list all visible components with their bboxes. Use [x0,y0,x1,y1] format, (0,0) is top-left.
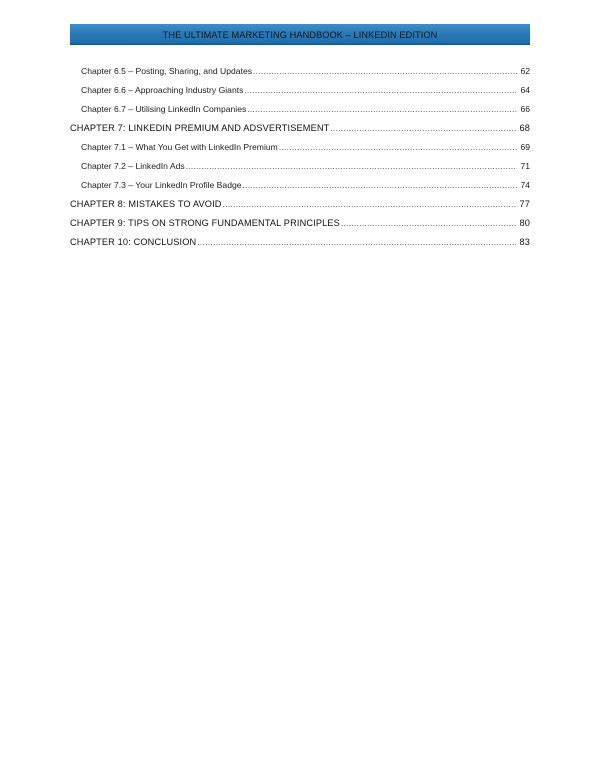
toc-page-number: 68 [519,123,530,133]
toc-page-number: 83 [519,237,530,247]
toc-page-number: 80 [519,218,530,228]
toc-entry-chapter-7-3[interactable] [70,180,530,199]
toc-page-number: 69 [520,142,530,152]
toc-dot-leader [197,238,517,247]
toc-dot-leader [330,124,517,133]
toc-dot-leader [253,67,517,76]
toc-entry-label: Chapter 6.5 – Posting, Sharing, and Updates [81,66,253,76]
page-header-banner [70,24,530,45]
toc-entry-chapter-6-6[interactable] [70,85,530,104]
toc-entry-label: CHAPTER 8: MISTAKES TO AVOID [70,199,222,209]
toc-dot-leader [186,162,517,171]
toc-page-number: 74 [520,180,530,190]
toc-page-number: 64 [520,85,530,95]
document-title: THE ULTIMATE MARKETING HANDBOOK – LINKEDIN EDITION [162,29,438,40]
toc-dot-leader [243,181,517,190]
toc-page-number: 71 [520,161,530,171]
toc-entry-label: Chapter 7.1 – What You Get with LinkedIn Premium [81,142,278,152]
toc-page-number: 62 [520,66,530,76]
toc-entry-label: Chapter 7.3 – Your LinkedIn Profile Badge [81,180,242,190]
toc-entry-label: Chapter 6.6 – Approaching Industry Giants [81,85,244,95]
toc-entry-label: Chapter 7.2 – LinkedIn Ads [81,161,185,171]
toc-entry-chapter-8[interactable] [70,199,530,218]
toc-entry-chapter-6-7[interactable] [70,104,530,123]
toc-entry-chapter-7-2[interactable] [70,161,530,180]
table-of-contents [70,66,530,256]
toc-entry-chapter-10[interactable] [70,237,530,256]
toc-dot-leader [223,200,517,209]
toc-entry-label: CHAPTER 7: LINKEDIN PREMIUM AND ADSVERTISEMENT [70,123,330,133]
toc-dot-leader [247,105,517,114]
toc-entry-chapter-6-5[interactable] [70,66,530,85]
toc-page-number: 77 [519,199,530,209]
toc-entry-label: Chapter 6.7 – Utilising LinkedIn Companies [81,104,247,114]
toc-entry-label: CHAPTER 9: TIPS ON STRONG FUNDAMENTAL PRINCIPLES [70,218,340,228]
toc-dot-leader [279,143,517,152]
toc-entry-chapter-9[interactable] [70,218,530,237]
toc-page-number: 66 [520,104,530,114]
toc-entry-label: CHAPTER 10: CONCLUSION [70,237,197,247]
toc-dot-leader [341,219,517,228]
toc-entry-chapter-7[interactable] [70,123,530,142]
toc-entry-chapter-7-1[interactable] [70,142,530,161]
toc-dot-leader [244,86,517,95]
